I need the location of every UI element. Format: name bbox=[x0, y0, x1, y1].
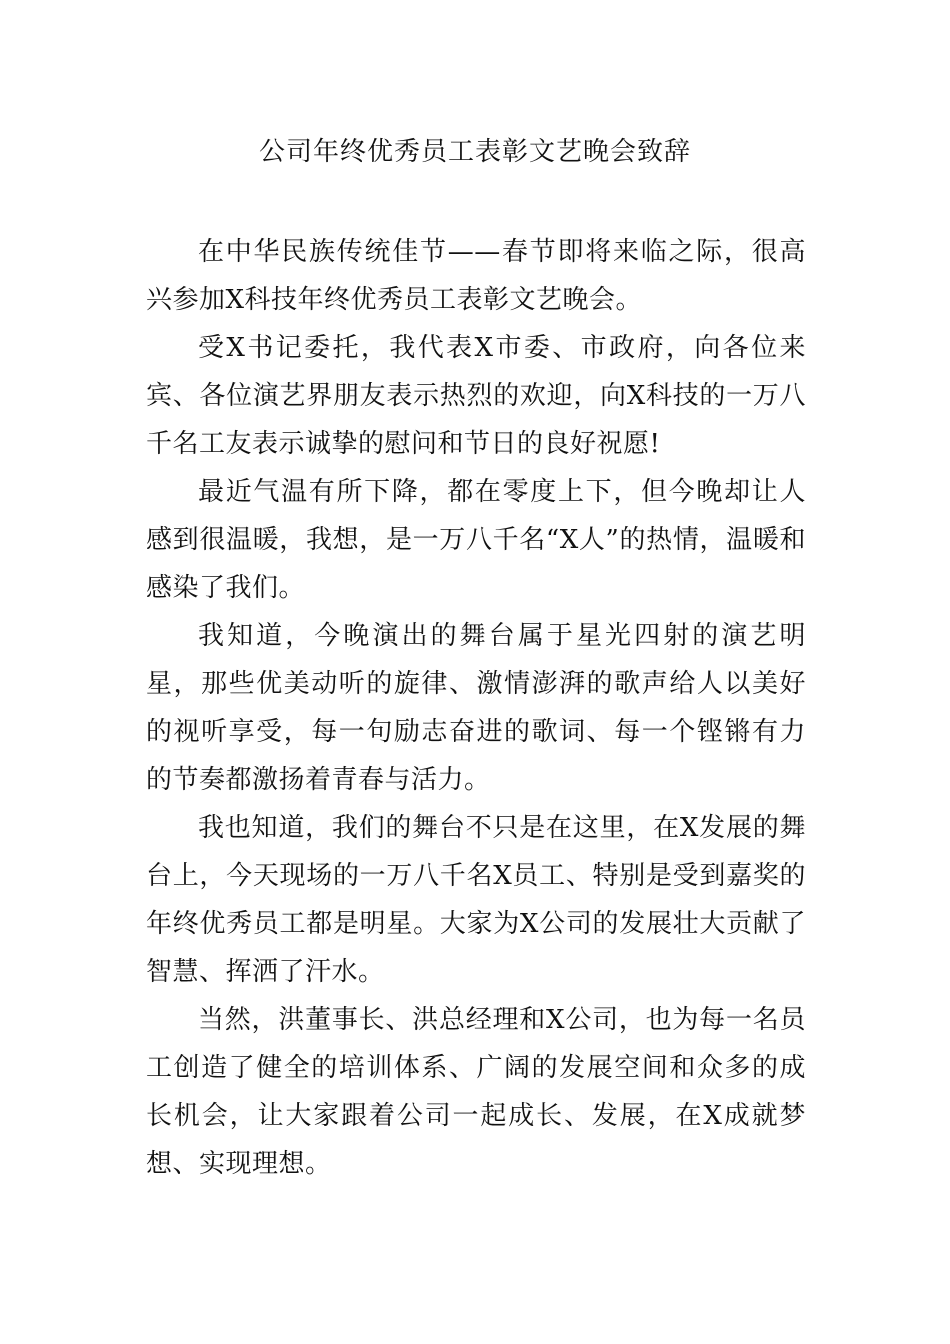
paragraph-1: 在中华民族传统佳节——春节即将来临之际，很高兴参加X科技年终优秀员工表彰文艺晚会。 bbox=[146, 237, 806, 315]
paragraph-6: 当然，洪董事长、洪总经理和X公司，也为每一名员工创造了健全的培训体系、广阔的发展空间和众多的成长机会，让大家跟着公司一起成长、发展，在X成就梦想、实现理想。 bbox=[146, 1005, 806, 1179]
paragraph-2: 受X书记委托，我代表X市委、市政府，向各位来宾、各位演艺界朋友表示热烈的欢迎，向X科技的一万八千名工友表示诚挚的慰问和节日的良好祝愿! bbox=[146, 333, 806, 459]
document-title: 公司年终优秀员工表彰文艺晚会致辞 bbox=[258, 137, 691, 167]
paragraph-5: 我也知道，我们的舞台不只是在这里，在X发展的舞台上，今天现场的一万八千名X员工、特别是受到嘉奖的年终优秀员工都是明星。大家为X公司的发展壮大贡献了智慧、挥洒了汗水。 bbox=[146, 813, 806, 987]
paragraph-3: 最近气温有所下降，都在零度上下，但今晚却让人感到很温暖，我想，是一万八千名“X人”的热情，温暖和感染了我们。 bbox=[146, 477, 806, 603]
document-body bbox=[146, 228, 806, 1188]
paragraph-4: 我知道，今晚演出的舞台属于星光四射的演艺明星，那些优美动听的旋律、激情澎湃的歌声给人以美好的视听享受，每一句励志奋进的歌词、每一个铿锵有力的节奏都激扬着青春与活力。 bbox=[146, 621, 806, 795]
